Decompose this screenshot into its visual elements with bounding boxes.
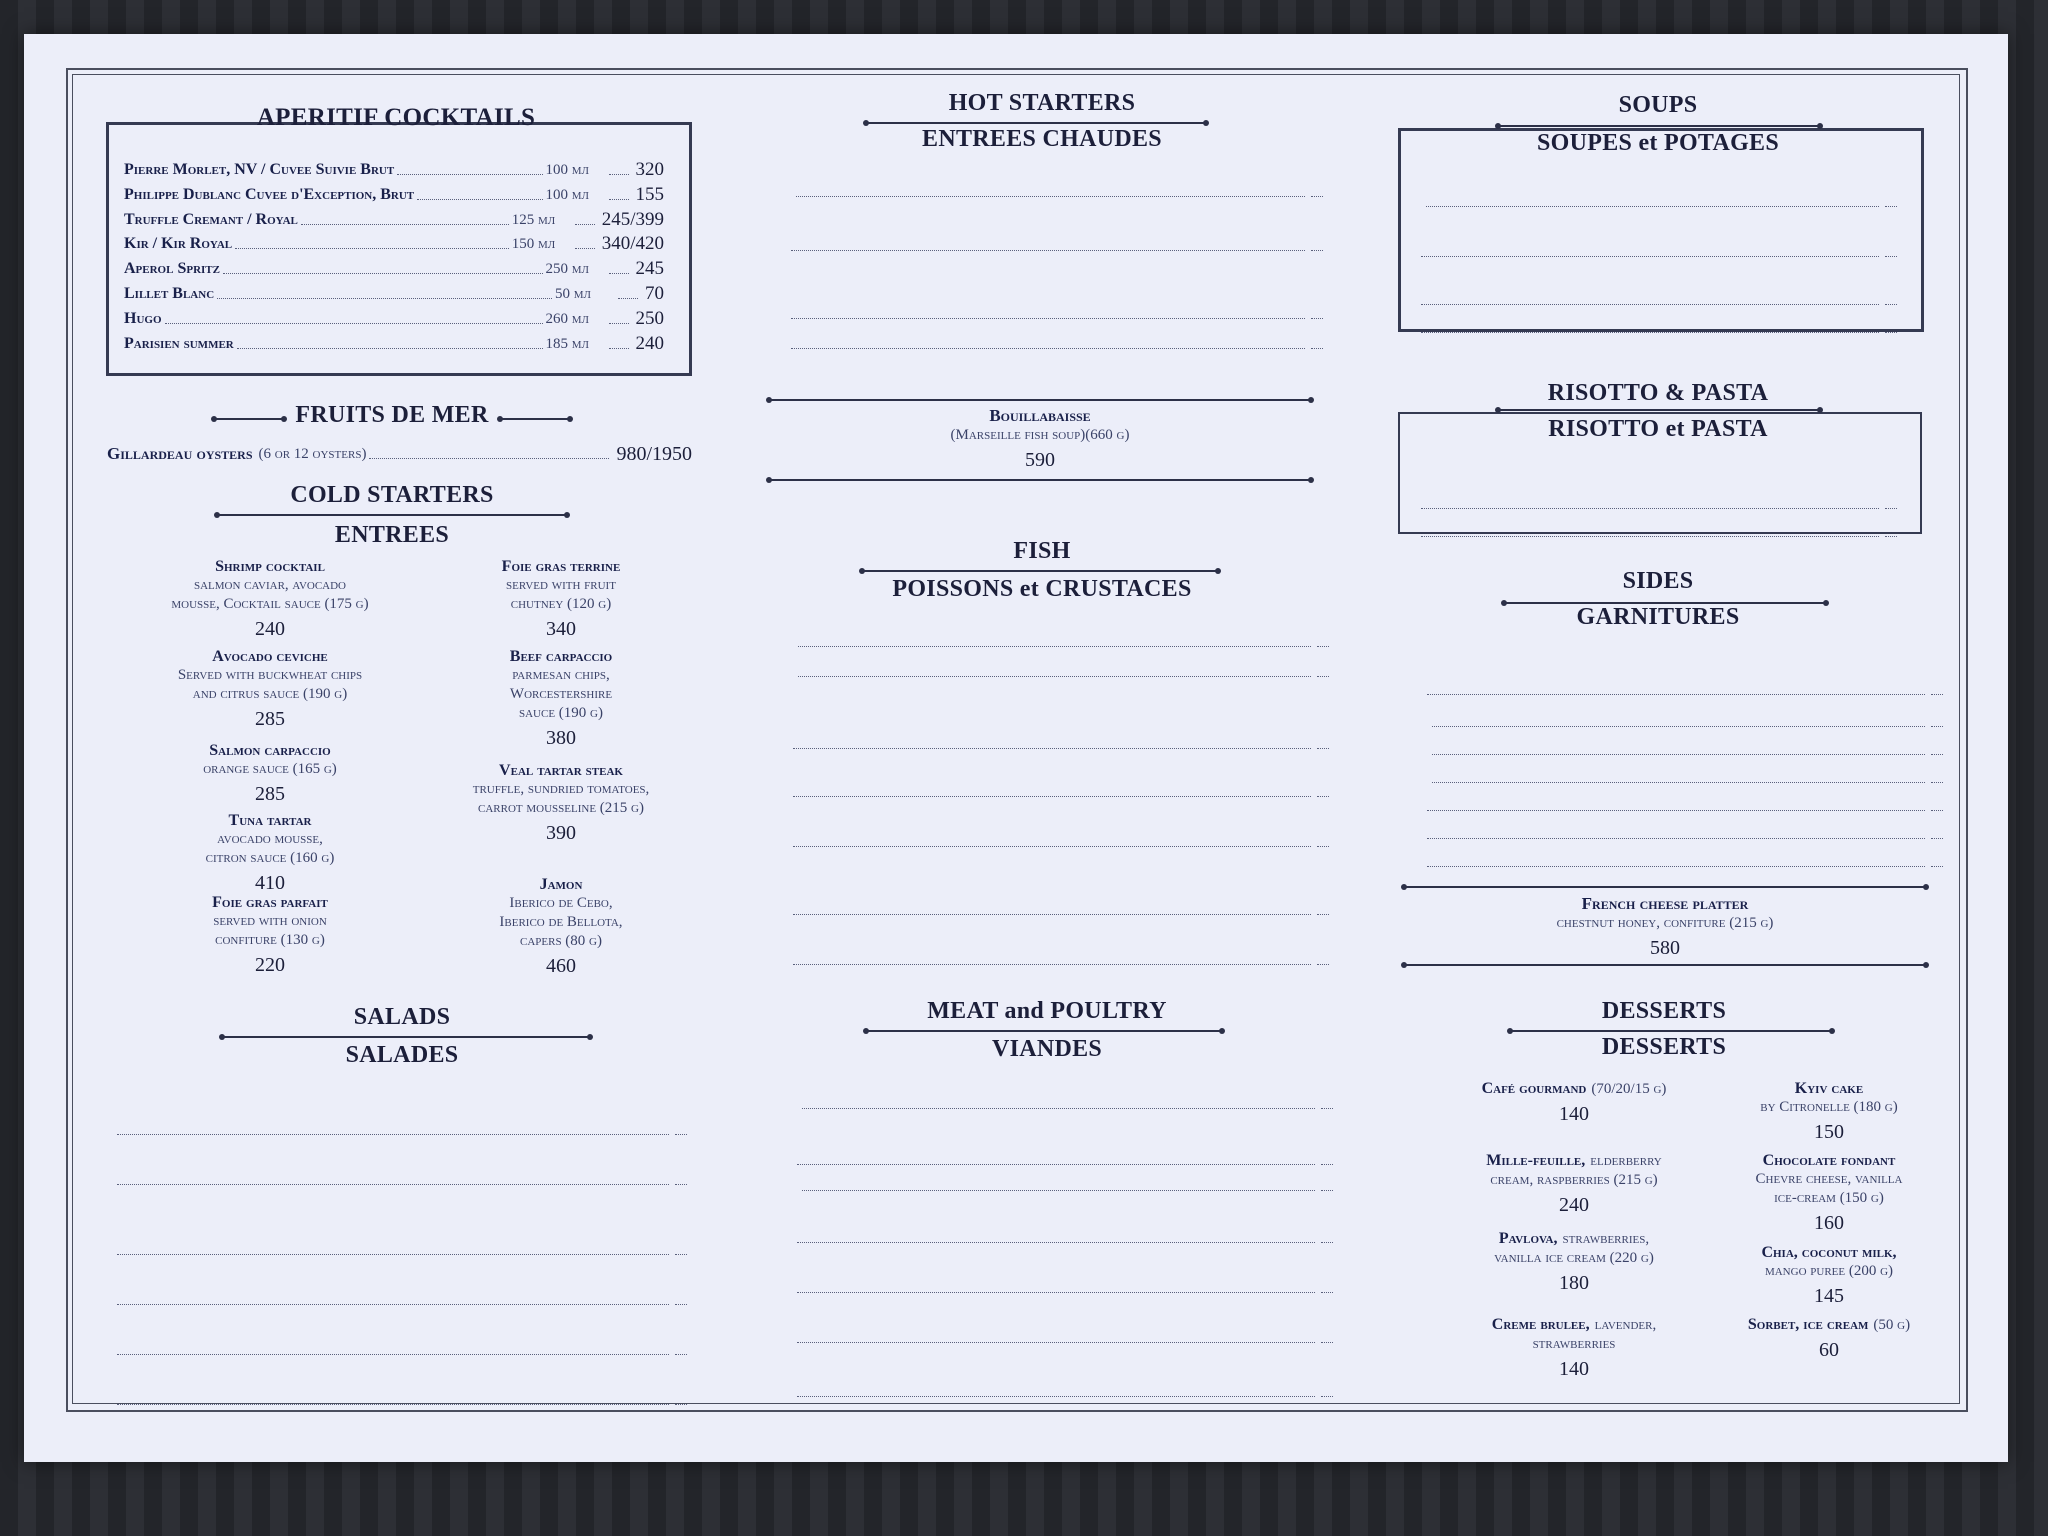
- dessert-price: 145: [1814, 1285, 1844, 1307]
- aperitif-volume: 125 мл: [511, 211, 556, 228]
- leader-dots: [609, 174, 629, 175]
- leader-dots: [609, 273, 629, 274]
- leader-dots: [798, 676, 1311, 677]
- meat-desc-row: [794, 1396, 1340, 1402]
- aperitif-volume: 185 мл: [545, 335, 589, 352]
- leader-dots: [397, 174, 542, 175]
- cold-starter-item: [396, 762, 726, 845]
- cold-starter-name: Jamon: [539, 876, 583, 893]
- aperitif-item: [124, 160, 664, 180]
- cold-starter-desc-line: carrot mousseline (215 g): [478, 800, 644, 816]
- dessert-name-line: [1674, 1316, 1984, 1335]
- aperitif-name: Pierre Morlet, NV / Cuvee Suivie Brut: [124, 161, 395, 178]
- cold-starter-name-line: [396, 762, 726, 780]
- leader-dots: [117, 1134, 669, 1135]
- leader-dots: [165, 323, 543, 324]
- dessert-desc: (50 g): [1873, 1317, 1911, 1333]
- cold-starter-price: 285: [255, 708, 285, 730]
- dessert-desc: strawberries,: [1562, 1231, 1650, 1247]
- cold-starter-desc-line: Worcestershire: [509, 686, 613, 702]
- leader-dots: [1317, 646, 1329, 647]
- meat-desc-row: [794, 1342, 1340, 1348]
- fish-desc-row: [790, 914, 1336, 920]
- cold-starter-price: 460: [546, 955, 576, 977]
- soups-rule: [1498, 125, 1820, 127]
- dessert-desc-line: vanilla ice cream (220 g): [1494, 1250, 1654, 1266]
- leader-dots: [609, 348, 629, 349]
- leader-dots: [802, 1108, 1315, 1109]
- soups-title: SOUPS: [1618, 92, 1698, 118]
- leader-dots: [1885, 206, 1897, 207]
- leader-dots: [675, 1254, 687, 1255]
- leader-dots: [301, 224, 509, 225]
- salad-desc-row: [114, 1404, 694, 1410]
- leader-dots: [791, 348, 1305, 349]
- leader-dots: [609, 323, 629, 324]
- cold-title: COLD STARTERS: [290, 482, 494, 508]
- leader-dots: [1321, 1292, 1333, 1293]
- leader-dots: [793, 846, 1311, 847]
- cold-starter-price: 240: [255, 618, 285, 640]
- meat-item: [794, 1190, 1340, 1196]
- dessert-name: Creme brulee,: [1491, 1316, 1590, 1333]
- leader-dots: [793, 796, 1311, 797]
- hot-starter-item: [788, 348, 1330, 354]
- leader-dots: [235, 248, 509, 249]
- bouillabaisse-name: Bouillabaisse: [989, 406, 1091, 425]
- cold-starter-name: Tuna tartar: [228, 812, 312, 829]
- dessert-price: 140: [1559, 1358, 1589, 1380]
- leader-dots: [1321, 1108, 1333, 1109]
- leader-dots: [797, 1242, 1315, 1243]
- leader-dots: [117, 1404, 669, 1405]
- cold-starter-item: [110, 558, 430, 641]
- side-item: [1424, 838, 1950, 844]
- cold-starter-name-line: [396, 558, 726, 576]
- cold-starter-price: 220: [255, 954, 285, 976]
- bouillabaisse-desc: (Marseille fish soup)(660 g): [950, 427, 1130, 443]
- leader-dots: [1426, 206, 1879, 207]
- aperitif-item: [124, 334, 664, 354]
- leader-dots: [618, 298, 638, 299]
- cold-starter-name: Shrimp cocktail: [215, 558, 325, 575]
- meat-item: [794, 1108, 1340, 1114]
- leader-dots: [791, 318, 1305, 319]
- salad-desc-row: [114, 1354, 694, 1360]
- cheese-rule-bottom: [1404, 964, 1926, 966]
- salads-rule: [222, 1036, 590, 1038]
- leader-dots: [802, 1190, 1315, 1191]
- leader-dots: [237, 348, 543, 349]
- dessert-desc: lavender,: [1594, 1317, 1657, 1333]
- leader-dots: [1931, 810, 1943, 811]
- dessert-price: 140: [1559, 1103, 1589, 1125]
- aperitif-name: Truffle Cremant / Royal: [124, 210, 298, 228]
- meat-subtitle: VIANDES: [991, 1036, 1103, 1062]
- salad-desc-row: [114, 1184, 694, 1190]
- risotto-title: RISOTTO & PASTA: [1547, 380, 1769, 406]
- dessert-name: Chia, coconut milk,: [1761, 1244, 1897, 1261]
- leader-dots: [1427, 838, 1925, 839]
- desserts-title: DESSERTS: [1601, 998, 1727, 1024]
- dessert-price: 150: [1814, 1121, 1844, 1143]
- leader-dots: [1311, 318, 1323, 319]
- leader-dots: [575, 224, 595, 225]
- aperitif-volume: 100 мл: [545, 162, 589, 178]
- aperitif-volume: 100 мл: [545, 186, 589, 203]
- cold-starter-name: Foie gras parfait: [212, 894, 328, 911]
- aperitif-volume: 260 мл: [545, 310, 589, 327]
- leader-dots: [1432, 754, 1925, 755]
- fish-subtitle: POISSONS et CRUSTACES: [892, 576, 1192, 602]
- leader-dots: [1321, 1190, 1333, 1191]
- leader-dots: [1317, 676, 1329, 677]
- dessert-name: Café gourmand: [1481, 1080, 1587, 1097]
- cold-starter-item: [110, 742, 430, 806]
- cold-rule: [217, 514, 567, 516]
- dessert-desc-line: cream, raspberries (215 g): [1490, 1172, 1658, 1188]
- cold-starter-item: [396, 648, 726, 750]
- leader-dots: [793, 964, 1311, 965]
- salads-subtitle: SALADES: [345, 1042, 459, 1068]
- oysters-row: [107, 444, 692, 464]
- dessert-price: 240: [1559, 1194, 1589, 1216]
- dessert-desc-line: mango puree (200 g): [1764, 1263, 1894, 1279]
- cold-starter-desc-line: citron sauce (160 g): [205, 850, 335, 866]
- dessert-name: Pavlova,: [1498, 1230, 1558, 1247]
- soup-item: [1418, 332, 1904, 338]
- leader-dots: [1427, 694, 1925, 695]
- meat-desc-row: [794, 1164, 1340, 1170]
- aperitif-price: 320: [635, 159, 664, 180]
- dessert-name-line: [1674, 1244, 1984, 1262]
- oysters-name: Gillardeau oysters: [107, 444, 253, 463]
- leader-dots: [1317, 964, 1329, 965]
- leader-dots: [369, 458, 609, 459]
- leader-dots: [797, 1292, 1315, 1293]
- leader-dots: [1321, 1164, 1333, 1165]
- dessert-item: [1674, 1080, 1984, 1144]
- salad-desc-row: [114, 1304, 694, 1310]
- cold-starter-name: Beef carpaccio: [509, 648, 613, 665]
- leader-dots: [793, 914, 1311, 915]
- cheese-price: 580: [1650, 937, 1680, 959]
- aperitif-price: 70: [645, 283, 664, 304]
- leader-dots: [1931, 782, 1943, 783]
- side-item: [1424, 866, 1950, 872]
- cold-starter-desc-line: orange sauce (165 g): [203, 761, 337, 777]
- cold-starter-desc-line: Iberico de Bellota,: [499, 914, 623, 930]
- cold-starter-price: 285: [255, 783, 285, 805]
- risotto-subtitle: RISOTTO et PASTA: [1548, 416, 1768, 442]
- cold-starter-price: 380: [546, 727, 576, 749]
- cold-starter-price: 390: [546, 822, 576, 844]
- aperitif-volume: 250 мл: [545, 261, 589, 278]
- dessert-name-line: [1674, 1080, 1984, 1098]
- cheese-block: [1404, 894, 1926, 960]
- cold-starter-name-line: [396, 876, 726, 894]
- hot-starter-desc-row: [788, 250, 1330, 256]
- aperitif-volume: 150 мл: [511, 236, 556, 253]
- leader-dots: [798, 646, 1311, 647]
- soup-desc-row: [1418, 304, 1904, 310]
- leader-dots: [1432, 726, 1925, 727]
- leader-dots: [1421, 536, 1879, 537]
- leader-dots: [1931, 838, 1943, 839]
- leader-dots: [1885, 304, 1897, 305]
- aperitif-item: [124, 309, 664, 329]
- leader-dots: [117, 1304, 669, 1305]
- soup-desc-row: [1418, 256, 1904, 262]
- dessert-name: Sorbet, ice cream: [1747, 1316, 1869, 1333]
- side-item: [1424, 810, 1950, 816]
- risotto-rule: [1498, 409, 1820, 411]
- fish-item: [790, 676, 1336, 682]
- side-item: [1424, 754, 1950, 760]
- fish-desc-row: [790, 964, 1336, 970]
- aperitif-item: [124, 185, 664, 205]
- cold-starter-name-line: [396, 648, 726, 666]
- leader-dots: [417, 199, 542, 200]
- leader-dots: [223, 273, 543, 274]
- hot-rule: [866, 122, 1206, 124]
- cold-starter-name: Foie gras terrine: [501, 558, 621, 575]
- meat-desc-row: [794, 1292, 1340, 1298]
- hot-starter-desc-row: [788, 318, 1330, 324]
- oysters-desc: (6 or 12 oysters): [258, 446, 367, 462]
- leader-dots: [1432, 782, 1925, 783]
- desserts-subtitle: DESSERTS: [1601, 1034, 1727, 1060]
- cold-starter-item: [110, 648, 430, 731]
- leader-dots: [675, 1404, 687, 1405]
- desserts-rule: [1510, 1030, 1832, 1032]
- aperitif-name: Hugo: [124, 309, 162, 327]
- meat-desc-row: [794, 1242, 1340, 1248]
- aperitif-price: 245: [635, 258, 664, 280]
- cold-subtitle: ENTREES: [334, 522, 450, 548]
- leader-dots: [1931, 694, 1943, 695]
- bouillabaisse-price: 590: [1025, 449, 1055, 471]
- leader-dots: [575, 248, 595, 249]
- leader-dots: [1317, 914, 1329, 915]
- leader-dots: [675, 1304, 687, 1305]
- aperitif-volume: 50 мл: [555, 286, 591, 302]
- leader-dots: [791, 250, 1305, 251]
- side-item: [1424, 726, 1950, 732]
- leader-dots: [1931, 754, 1943, 755]
- cold-starter-desc-line: chutney (120 g): [510, 596, 612, 612]
- oysters-price: 980/1950: [616, 443, 692, 465]
- bouillabaisse-rule-top: [769, 399, 1311, 401]
- cold-starter-desc-line: confiture (130 g): [215, 932, 325, 948]
- leader-dots: [675, 1134, 687, 1135]
- aperitif-price: 340/420: [601, 233, 664, 255]
- dessert-desc-line: strawberries: [1532, 1336, 1616, 1352]
- cold-starter-desc-line: Served with buckwheat chips: [177, 667, 363, 683]
- leader-dots: [675, 1184, 687, 1185]
- bouillabaisse-rule-bottom: [769, 479, 1311, 481]
- leader-dots: [1317, 748, 1329, 749]
- fish-rule: [862, 570, 1218, 572]
- sides-title: SIDES: [1622, 568, 1694, 594]
- leader-dots: [675, 1354, 687, 1355]
- leader-dots: [1931, 866, 1943, 867]
- fish-desc-row: [790, 846, 1336, 852]
- cold-starter-desc-line: capers (80 g): [519, 933, 602, 949]
- cold-starter-name-line: [110, 648, 430, 666]
- cold-starter-desc-line: served with onion: [213, 913, 327, 929]
- aperitif-item: [124, 234, 664, 254]
- menu-sheet: [24, 34, 2008, 1462]
- salad-desc-row: [114, 1254, 694, 1260]
- leader-dots: [1421, 256, 1879, 257]
- leader-dots: [1885, 508, 1897, 509]
- leader-dots: [117, 1354, 669, 1355]
- soup-item: [1418, 206, 1904, 212]
- hot-title: HOT STARTERS: [948, 90, 1136, 116]
- cold-starter-desc-line: mousse, Cocktail sauce (175 g): [171, 596, 369, 612]
- leader-dots: [1421, 304, 1879, 305]
- dessert-name: Kyiv cake: [1794, 1080, 1864, 1097]
- hot-subtitle: ENTREES CHAUDES: [922, 126, 1162, 152]
- cold-starter-name: Avocado ceviche: [212, 648, 328, 665]
- dessert-item: [1674, 1152, 1984, 1235]
- cheese-desc: chestnut honey, confiture (215 g): [1556, 915, 1774, 931]
- soups-subtitle: SOUPES et POTAGES: [1536, 130, 1780, 156]
- cold-starter-item: [110, 894, 430, 977]
- dessert-desc-line: by Citronelle (180 g): [1760, 1099, 1898, 1115]
- dessert-item: [1674, 1316, 1984, 1362]
- leader-dots: [1427, 866, 1925, 867]
- cold-starter-price: 340: [546, 618, 576, 640]
- leader-dots: [1427, 810, 1925, 811]
- cold-starter-name-line: [110, 812, 430, 830]
- cold-starter-desc-line: and citrus sauce (190 g): [192, 686, 348, 702]
- aperitif-name: Kir / Kir Royal: [124, 235, 233, 253]
- cold-starter-desc-line: Iberico de Cebo,: [509, 895, 613, 911]
- dessert-price: 180: [1559, 1272, 1589, 1294]
- side-item: [1424, 782, 1950, 788]
- fish-item: [790, 646, 1336, 652]
- leader-dots: [1311, 250, 1323, 251]
- side-desc-row: [1424, 694, 1950, 700]
- cold-starter-item: [396, 876, 726, 978]
- cold-starter-name-line: [110, 742, 430, 760]
- cold-starter-name-line: [110, 894, 430, 912]
- cold-starter-desc-line: served with fruit: [506, 577, 616, 593]
- leader-dots: [1885, 332, 1897, 333]
- risotto-item: [1418, 536, 1904, 542]
- aperitif-price: 155: [635, 183, 664, 205]
- dessert-desc-line: ice-cream (150 g): [1774, 1190, 1884, 1206]
- leader-dots: [793, 748, 1311, 749]
- leader-dots: [1885, 536, 1897, 537]
- dessert-name-line: [1674, 1152, 1984, 1170]
- leader-dots: [117, 1254, 669, 1255]
- fruits-title: FRUITS DE MER: [295, 402, 489, 428]
- cold-starter-item: [396, 558, 726, 641]
- aperitif-name: Lillet Blanc: [124, 285, 215, 302]
- leader-dots: [797, 1396, 1315, 1397]
- cold-starter-desc-line: sauce (190 g): [519, 705, 603, 721]
- cold-starter-desc-line: parmesan chips,: [512, 667, 610, 683]
- cold-starter-desc-line: salmon caviar, avocado: [193, 577, 347, 593]
- meat-title: MEAT and POULTRY: [927, 998, 1167, 1024]
- dessert-name: Chocolate fondant: [1762, 1152, 1896, 1169]
- leader-dots: [1421, 332, 1879, 333]
- fish-title: FISH: [1013, 538, 1071, 564]
- risotto-desc-row: [1418, 508, 1904, 514]
- dessert-price: 60: [1819, 1339, 1839, 1361]
- leader-dots: [1317, 846, 1329, 847]
- cold-starter-desc-line: avocado mousse,: [217, 831, 323, 847]
- aperitif-name: Philippe Dublanc Cuvee d'Exception, Brut: [124, 185, 415, 203]
- aperitif-item: [124, 259, 664, 279]
- fish-desc-row: [790, 796, 1336, 802]
- aperitif-item: [124, 210, 664, 230]
- salad-desc-row: [114, 1134, 694, 1140]
- leader-dots: [797, 1342, 1315, 1343]
- cold-starter-item: [110, 812, 430, 895]
- dessert-name: Mille-feuille,: [1486, 1152, 1586, 1169]
- aperitif-price: 245/399: [601, 208, 664, 230]
- aperitif-item: [124, 284, 664, 304]
- leader-dots: [796, 196, 1305, 197]
- cold-starter-price: 410: [255, 872, 285, 894]
- fish-desc-row: [790, 748, 1336, 754]
- hot-starter-item: [788, 196, 1330, 202]
- leader-dots: [1311, 348, 1323, 349]
- dessert-desc: (70/20/15 g): [1591, 1081, 1667, 1097]
- aperitif-name: Parisien summer: [124, 334, 234, 352]
- leader-dots: [797, 1164, 1315, 1165]
- leader-dots: [1931, 726, 1943, 727]
- cheese-name: French cheese platter: [1581, 894, 1749, 913]
- leader-dots: [1321, 1342, 1333, 1343]
- aperitif-price: 250: [635, 307, 664, 329]
- leader-dots: [1311, 196, 1323, 197]
- sides-subtitle: GARNITURES: [1576, 604, 1740, 630]
- dessert-price: 160: [1814, 1212, 1844, 1234]
- leader-dots: [1321, 1396, 1333, 1397]
- bouillabaisse-block: [769, 406, 1311, 472]
- soups-box: [1398, 128, 1924, 332]
- aperitif-name: Aperol Spritz: [124, 260, 220, 278]
- dessert-desc-line: Chevre cheese, vanilla: [1755, 1171, 1903, 1187]
- aperitif-title: APERITIF COCKTAILS: [256, 104, 536, 131]
- aperitif-price: 240: [635, 332, 664, 354]
- cold-starter-name: Veal tartar steak: [499, 762, 623, 779]
- cold-starter-desc-line: truffle, sundried tomatoes,: [472, 781, 650, 797]
- salads-title: SALADS: [353, 1004, 451, 1030]
- leader-dots: [1317, 796, 1329, 797]
- cheese-rule-top: [1404, 886, 1926, 888]
- leader-dots: [217, 298, 552, 299]
- leader-dots: [117, 1184, 669, 1185]
- cold-starter-name-line: [110, 558, 430, 576]
- leader-dots: [609, 199, 629, 200]
- dessert-desc: elderberry: [1590, 1153, 1662, 1169]
- meat-rule: [866, 1030, 1222, 1032]
- leader-dots: [1885, 256, 1897, 257]
- leader-dots: [1421, 508, 1879, 509]
- dessert-item: [1674, 1244, 1984, 1308]
- leader-dots: [1321, 1242, 1333, 1243]
- cold-starter-name: Salmon carpaccio: [209, 742, 331, 759]
